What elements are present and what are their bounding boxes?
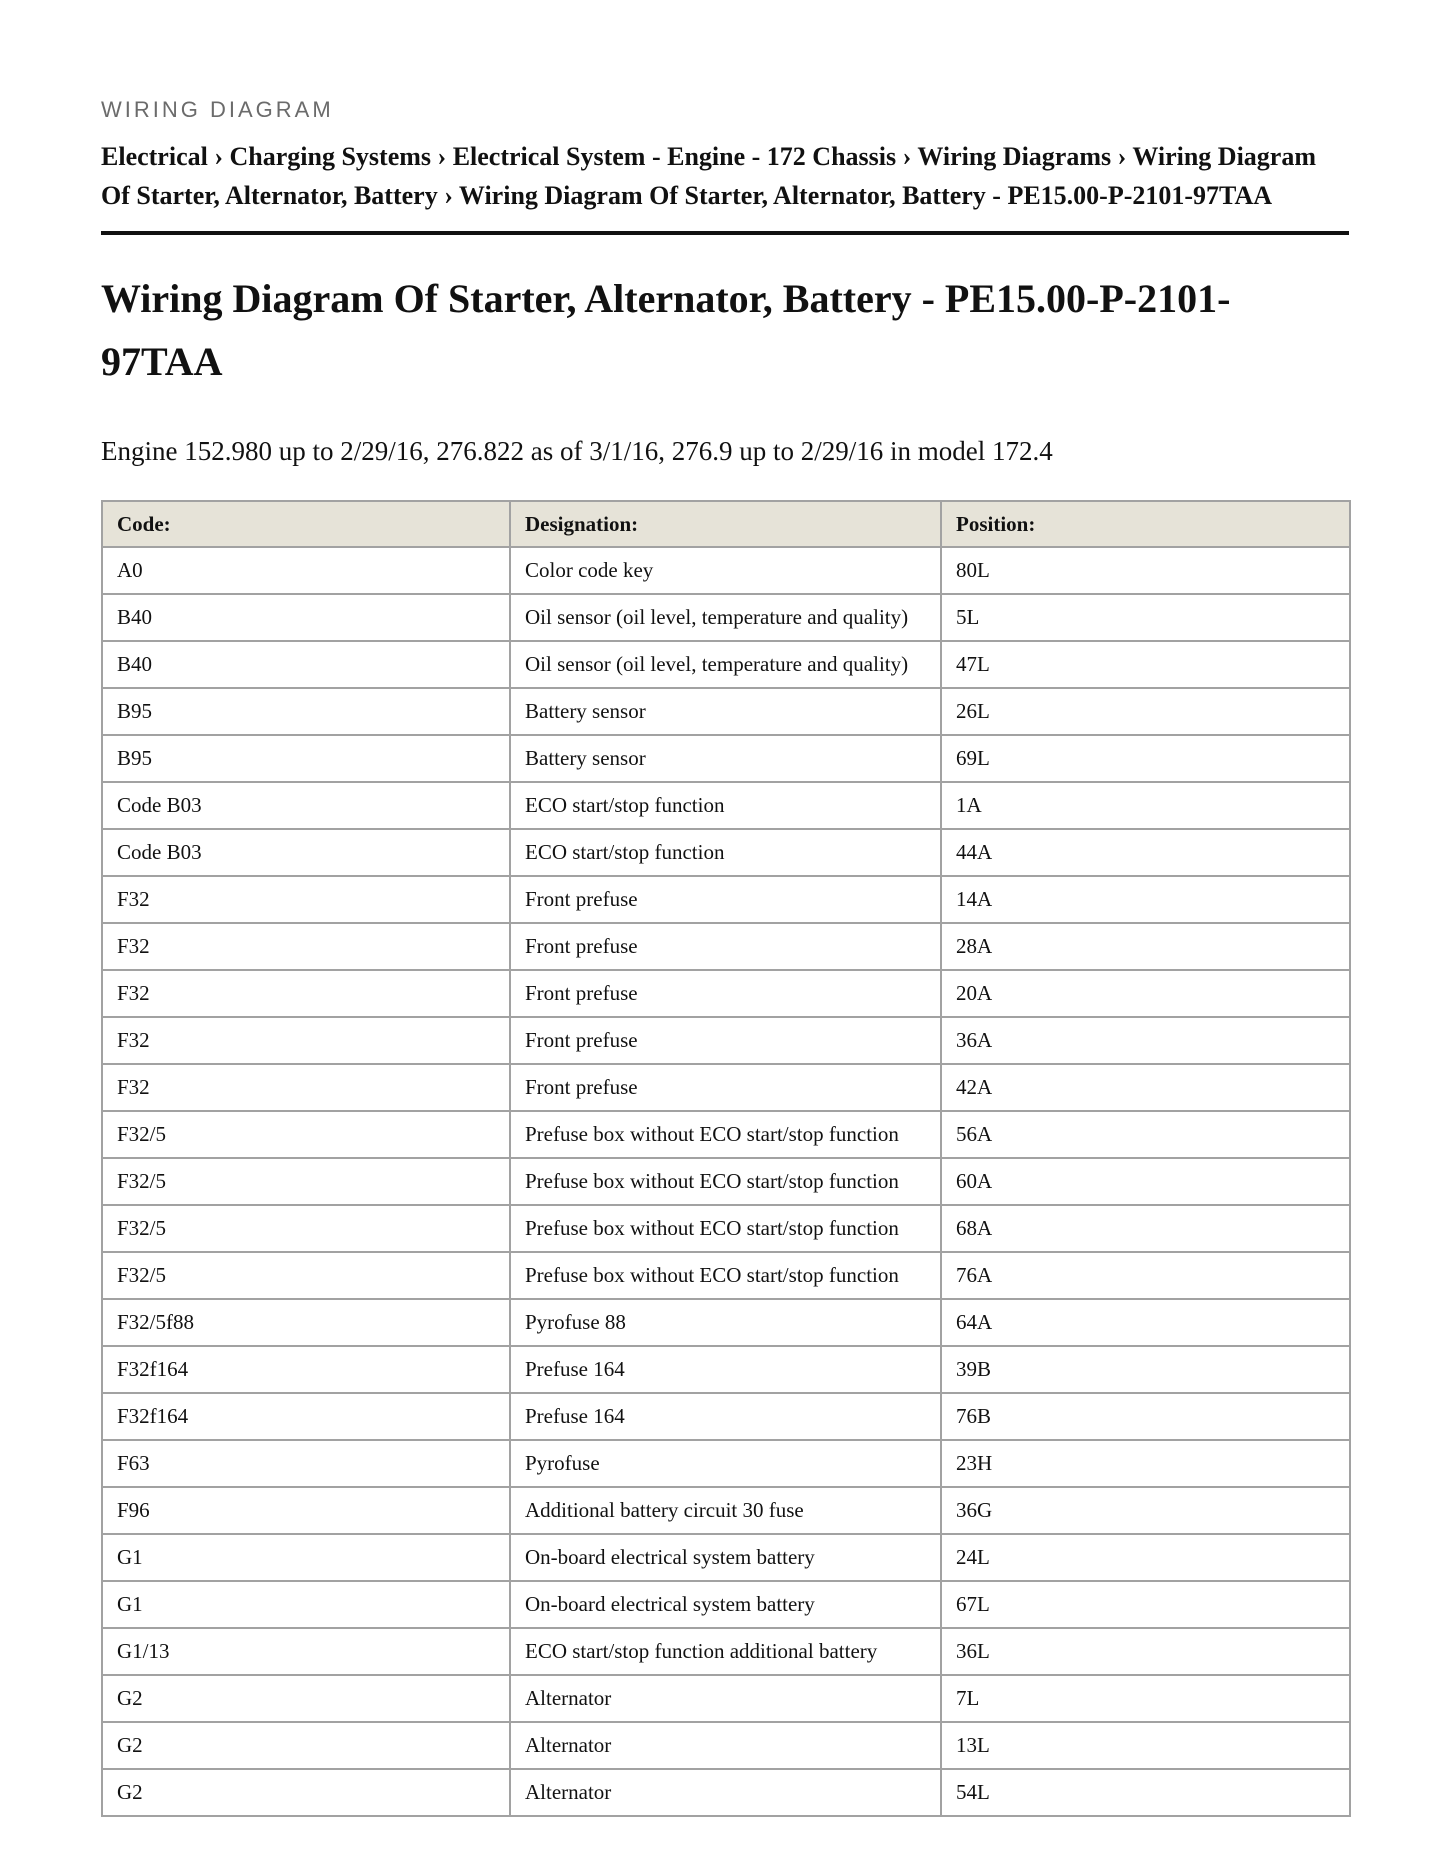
cell-code: G1 bbox=[102, 1534, 510, 1581]
cell-code: G1 bbox=[102, 1581, 510, 1628]
breadcrumb-separator: › bbox=[1117, 142, 1127, 171]
column-header-designation: Designation: bbox=[510, 501, 941, 547]
cell-code: F32 bbox=[102, 923, 510, 970]
cell-code: B40 bbox=[102, 641, 510, 688]
cell-code: B95 bbox=[102, 688, 510, 735]
cell-position: 42A bbox=[941, 1064, 1350, 1111]
cell-code: Code B03 bbox=[102, 782, 510, 829]
page-title: Wiring Diagram Of Starter, Alternator, Battery - PE15.00-P-2101-97TAA bbox=[101, 276, 1231, 384]
breadcrumb bbox=[101, 137, 1349, 215]
cell-position: 14A bbox=[941, 876, 1350, 923]
cell-designation: Battery sensor bbox=[510, 688, 941, 735]
breadcrumb-item[interactable]: Electrical System - Engine - 172 Chassis bbox=[452, 142, 897, 171]
document-page bbox=[101, 0, 1349, 1817]
table-row bbox=[102, 1064, 1350, 1111]
breadcrumb-separator: › bbox=[214, 142, 224, 171]
cell-position: 80L bbox=[941, 547, 1350, 594]
table-row bbox=[102, 1581, 1350, 1628]
cell-position: 5L bbox=[941, 594, 1350, 641]
table-row bbox=[102, 1534, 1350, 1581]
cell-code: F63 bbox=[102, 1440, 510, 1487]
cell-code: G1/13 bbox=[102, 1628, 510, 1675]
table-row bbox=[102, 1628, 1350, 1675]
cell-designation: ECO start/stop function bbox=[510, 829, 941, 876]
cell-position: 20A bbox=[941, 970, 1350, 1017]
cell-designation: Oil sensor (oil level, temperature and quality) bbox=[510, 594, 941, 641]
cell-code: F32 bbox=[102, 1017, 510, 1064]
cell-position: 24L bbox=[941, 1534, 1350, 1581]
cell-designation: Prefuse 164 bbox=[510, 1393, 941, 1440]
breadcrumb-separator: › bbox=[437, 142, 447, 171]
cell-position: 36A bbox=[941, 1017, 1350, 1064]
cell-code: B95 bbox=[102, 735, 510, 782]
section-kicker: WIRING DIAGRAM bbox=[101, 97, 334, 122]
cell-code: F32 bbox=[102, 970, 510, 1017]
cell-code: F32/5f88 bbox=[102, 1299, 510, 1346]
table-row bbox=[102, 1252, 1350, 1299]
cell-code: F32/5 bbox=[102, 1205, 510, 1252]
table-row bbox=[102, 1017, 1350, 1064]
cell-position: 69L bbox=[941, 735, 1350, 782]
cell-position: 64A bbox=[941, 1299, 1350, 1346]
breadcrumb-separator: › bbox=[444, 181, 453, 210]
table-row bbox=[102, 1158, 1350, 1205]
breadcrumb-item[interactable]: Wiring Diagrams bbox=[917, 142, 1112, 171]
cell-code: F32/5 bbox=[102, 1158, 510, 1205]
cell-designation: Front prefuse bbox=[510, 970, 941, 1017]
cell-designation: Pyrofuse 88 bbox=[510, 1299, 941, 1346]
cell-designation: Prefuse box without ECO start/stop function bbox=[510, 1205, 941, 1252]
cell-position: 44A bbox=[941, 829, 1350, 876]
cell-position: 67L bbox=[941, 1581, 1350, 1628]
cell-code: F32/5 bbox=[102, 1252, 510, 1299]
table-row bbox=[102, 1346, 1350, 1393]
cell-position: 47L bbox=[941, 641, 1350, 688]
cell-designation: Front prefuse bbox=[510, 1017, 941, 1064]
cell-designation: Front prefuse bbox=[510, 1064, 941, 1111]
cell-designation: Front prefuse bbox=[510, 923, 941, 970]
cell-position: 76A bbox=[941, 1252, 1350, 1299]
table-row bbox=[102, 1111, 1350, 1158]
cell-designation: Battery sensor bbox=[510, 735, 941, 782]
cell-code: F32 bbox=[102, 876, 510, 923]
breadcrumb-item[interactable]: Charging Systems bbox=[229, 142, 432, 171]
cell-designation: Oil sensor (oil level, temperature and quality) bbox=[510, 641, 941, 688]
cell-designation: ECO start/stop function bbox=[510, 782, 941, 829]
cell-position: 68A bbox=[941, 1205, 1350, 1252]
cell-designation: Alternator bbox=[510, 1722, 941, 1769]
column-header-position: Position: bbox=[941, 501, 1350, 547]
cell-designation: Front prefuse bbox=[510, 876, 941, 923]
cell-designation: Pyrofuse bbox=[510, 1440, 941, 1487]
cell-position: 23H bbox=[941, 1440, 1350, 1487]
table-row bbox=[102, 547, 1350, 594]
cell-designation: Color code key bbox=[510, 547, 941, 594]
table-row bbox=[102, 876, 1350, 923]
table-row bbox=[102, 1722, 1350, 1769]
cell-code: F32f164 bbox=[102, 1346, 510, 1393]
table-header-row bbox=[102, 501, 1350, 547]
breadcrumb-item[interactable]: Wiring Diagram Of Starter, Alternator, Battery bbox=[101, 142, 1317, 210]
cell-code: G2 bbox=[102, 1769, 510, 1816]
column-header-code: Code: bbox=[102, 501, 510, 547]
cell-position: 36L bbox=[941, 1628, 1350, 1675]
cell-designation: Prefuse box without ECO start/stop function bbox=[510, 1111, 941, 1158]
cell-position: 56A bbox=[941, 1111, 1350, 1158]
page-subtitle: Engine 152.980 up to 2/29/16, 276.822 as of 3/1/16, 276.9 up to 2/29/16 in model 172.4 bbox=[101, 436, 1053, 466]
cell-designation: On-board electrical system battery bbox=[510, 1581, 941, 1628]
table-row bbox=[102, 1205, 1350, 1252]
table-body bbox=[102, 547, 1350, 1816]
table-row bbox=[102, 1487, 1350, 1534]
cell-position: 1A bbox=[941, 782, 1350, 829]
cell-code: F32 bbox=[102, 1064, 510, 1111]
cell-position: 60A bbox=[941, 1158, 1350, 1205]
divider bbox=[101, 231, 1349, 235]
cell-code: Code B03 bbox=[102, 829, 510, 876]
cell-designation: Prefuse 164 bbox=[510, 1346, 941, 1393]
table-row bbox=[102, 970, 1350, 1017]
table-row bbox=[102, 594, 1350, 641]
cell-position: 36G bbox=[941, 1487, 1350, 1534]
cell-position: 13L bbox=[941, 1722, 1350, 1769]
table-row bbox=[102, 923, 1350, 970]
cell-position: 26L bbox=[941, 688, 1350, 735]
table-row bbox=[102, 1299, 1350, 1346]
cell-code: B40 bbox=[102, 594, 510, 641]
breadcrumb-item[interactable]: Electrical bbox=[101, 142, 208, 171]
cell-designation: Prefuse box without ECO start/stop function bbox=[510, 1252, 941, 1299]
table-row bbox=[102, 688, 1350, 735]
table-row bbox=[102, 735, 1350, 782]
cell-designation: Alternator bbox=[510, 1675, 941, 1722]
cell-position: 28A bbox=[941, 923, 1350, 970]
cell-code: G2 bbox=[102, 1675, 510, 1722]
table-row bbox=[102, 829, 1350, 876]
cell-code: F96 bbox=[102, 1487, 510, 1534]
cell-position: 76B bbox=[941, 1393, 1350, 1440]
cell-code: A0 bbox=[102, 547, 510, 594]
component-table bbox=[101, 500, 1351, 1817]
table-row bbox=[102, 1440, 1350, 1487]
cell-position: 39B bbox=[941, 1346, 1350, 1393]
cell-position: 7L bbox=[941, 1675, 1350, 1722]
cell-code: F32f164 bbox=[102, 1393, 510, 1440]
cell-designation: Alternator bbox=[510, 1769, 941, 1816]
table-row bbox=[102, 641, 1350, 688]
cell-position: 54L bbox=[941, 1769, 1350, 1816]
table-row bbox=[102, 1769, 1350, 1816]
cell-designation: On-board electrical system battery bbox=[510, 1534, 941, 1581]
table-row bbox=[102, 1393, 1350, 1440]
breadcrumb-separator: › bbox=[902, 142, 912, 171]
cell-code: F32/5 bbox=[102, 1111, 510, 1158]
table-row bbox=[102, 1675, 1350, 1722]
breadcrumb-item[interactable]: Wiring Diagram Of Starter, Alternator, Battery - PE15.00-P-2101-97TAA bbox=[458, 181, 1273, 210]
cell-designation: Additional battery circuit 30 fuse bbox=[510, 1487, 941, 1534]
cell-code: G2 bbox=[102, 1722, 510, 1769]
table-row bbox=[102, 782, 1350, 829]
cell-designation: ECO start/stop function additional battery bbox=[510, 1628, 941, 1675]
cell-designation: Prefuse box without ECO start/stop function bbox=[510, 1158, 941, 1205]
